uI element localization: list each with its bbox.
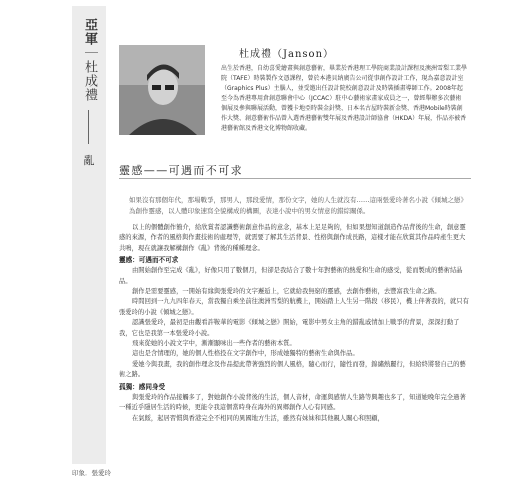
essay-intro: 如果沒有那個年代，那場戰爭，那男人，那段愛情，那份文字，她的人生就沒有……這兩張愛玲著名小說《傾城之戀》為創作靈感，以人體印象速寫全貌構成的構圖，表達小說中的男女情意的錯綜關係。 — [129, 195, 467, 215]
essay-paragraph: 認識張愛玲，最初是由觀看許鞍華的電影《傾城之戀》開始，電影中男女主角的錯亂戚情加上戰爭的背景，深深打動了我，它也是我第一本張愛玲小說。 — [119, 319, 460, 337]
page-footer: 印象．張愛玲 — [72, 469, 111, 477]
sidebar-author-name: 杜成禮 — [82, 60, 97, 102]
sidebar-section-label: 亞軍 — [82, 18, 97, 46]
essay-paragraph: 愛她今與我畫，我的創作理念及作品提此帶著強烈的個人風格，隨心而行，隨性而發，錦繡熱麗行，但給終將發自己的藝術之路。 — [119, 360, 466, 379]
section-heading-inspiration: 靈感：可遇而不可求 — [119, 256, 179, 265]
essay-body — [119, 188, 471, 424]
sidebar-separator: ｜ — [82, 46, 97, 60]
sidebar-vertical-title — [81, 18, 97, 102]
essay-paragraph: 與張愛玲的作品接觸多了，對她創作小說背後的生活，個人音材，命運與感情人生路等興趣也多了，知道她晚年完全過著一種近乎隱居生活的時候，更能令我這個當時身在海外的異鄉創作人心有同感。 — [119, 393, 466, 412]
section-heading-loneliness: 孤獨：感同身受 — [119, 382, 166, 391]
author-photo — [119, 45, 205, 135]
author-portrait-image — [119, 45, 205, 135]
sidebar-chapter-label: 亂 — [83, 154, 95, 167]
essay-title: 靈感——可遇而不可求 — [119, 164, 243, 177]
author-bio — [221, 45, 467, 134]
essay-paragraph: 時間回到一九九四年春天，當我獨自乘坐前往澳洲雪梨的航機上，開始踏上人生另一階段（移民），機上伴著我的，就只有張愛玲的小說《傾城之戀》。 — [119, 298, 469, 316]
essay-paragraph: 在氣餒，起居習慣與香港完全不相同的異國地方生活，雖然有妹妹和其他親人關心和照顧， — [132, 414, 384, 422]
sidebar-panel — [72, 6, 106, 464]
essay-paragraph: 這也是含情理的，她的個人性格投在文字創作中，形成她獨特的藝術生命與作品。 — [132, 350, 359, 358]
sidebar-rule — [88, 110, 89, 144]
essay-paragraph: 創作是需要靈感，一開始有緣與張愛玲的文字邂逅上，它就給我無窮的靈感，去創作藝術，去豐富我生命之路。 — [132, 288, 441, 296]
essay-paragraph: 飛來從她的小說文字中，漸漸顯味出一些作者的藝術本質。 — [132, 340, 296, 348]
essay-paragraph: 以上的個體創作簡介，給欣賞者認識藝術創意作品的意念，基本上足足夠的，但如果想知道創造作品背後的生命，創意靈感的來源，作者的風格與作畫技術的處理等，就需要了解其生活背景、性格與創作成長路，這樣才能在欣賞其作品時產生更大共鳴，現在就讓我解構創作《亂》背後的種種理念。 — [119, 224, 466, 252]
title-divider — [119, 178, 471, 179]
author-bio-text: 出生於香港，自幼喜愛繪畫與創意藝術，畢業於香港理工學院商業設計課程及澳洲雪梨工業學院（TAFE）時裝製作文憑課程，曾於本港貝納廣告公司從事創作設計工作，現為嘉意設計室（Graphics Plus）主腦人，並受邀出任設計院校創意設計及時裝插畫導師工作。2008年起至今為香港專用倉創意聯會中心（JCCAC）駐中心藝術家畫家成員之一，曾經舉辦多次藝術個展及參與聯展活動，曾獲卡地亞時裝金針獎、日本名古屋時裝新金獎、香港Mobile時裝創作大獎、創意藝術作品曾入選香港藝術雙年展及香港設計師協會（HKDA）年展，作品亦被香港藝術館及香港文化博物館收藏。 — [221, 65, 468, 132]
author-name-heading: 杜成禮（Janson） — [239, 49, 335, 60]
essay-paragraph: 由開始創作至完成《亂》，好像只用了數個月，但卻是我結合了數十年對藝術的熱愛和生命的感受，從而製成的藝術結晶品。 — [119, 267, 463, 285]
